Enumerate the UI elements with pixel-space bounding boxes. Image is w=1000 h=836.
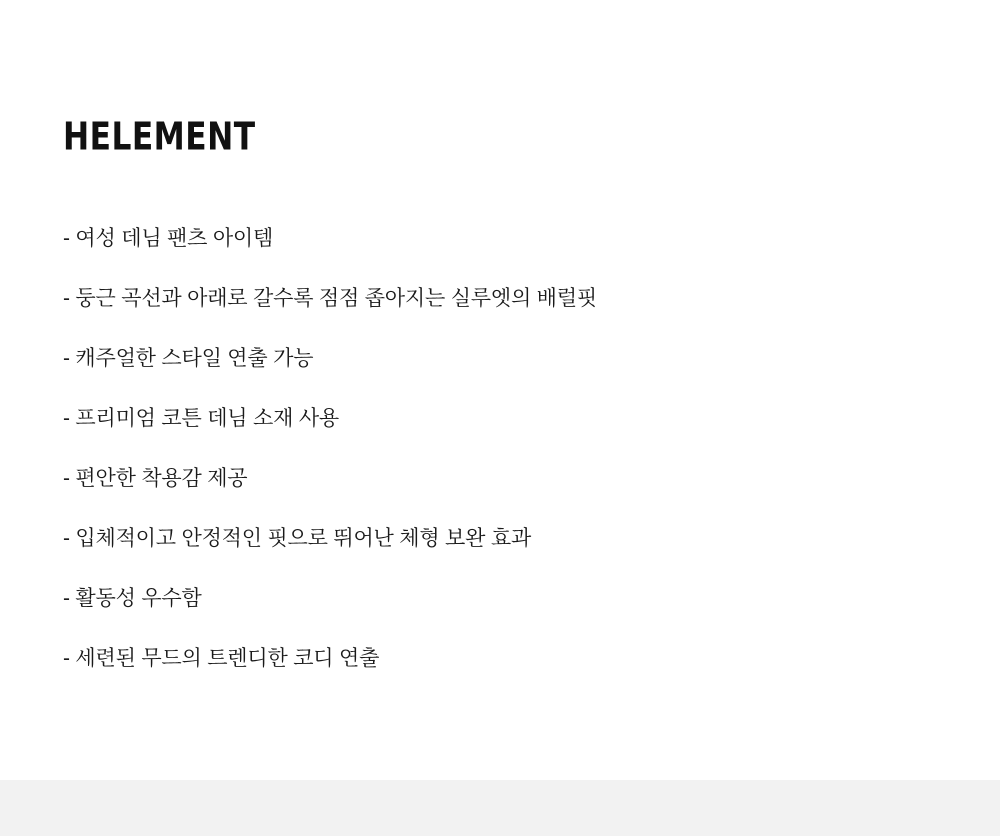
product-feature-list — [63, 228, 940, 669]
list-item: - 캐주얼한 스타일 연출 가능 — [63, 347, 314, 370]
footer-band — [0, 780, 1000, 836]
list-item: - 둥근 곡선과 아래로 갈수록 점점 좁아지는 실루엣의 배럴핏 — [63, 287, 597, 310]
list-item: - 세련된 무드의 트렌디한 코디 연출 — [63, 647, 380, 670]
list-item: - 프리미엄 코튼 데님 소재 사용 — [63, 407, 339, 430]
list-item: - 편안한 착용감 제공 — [63, 467, 248, 490]
list-item: - 여성 데님 팬츠 아이템 — [63, 227, 274, 250]
list-item: - 활동성 우수함 — [63, 587, 202, 610]
brand-logo-wordmark: HELEMENT — [63, 114, 256, 160]
list-item: - 입체적이고 안정적인 핏으로 뛰어난 체형 보완 효과 — [63, 527, 532, 550]
